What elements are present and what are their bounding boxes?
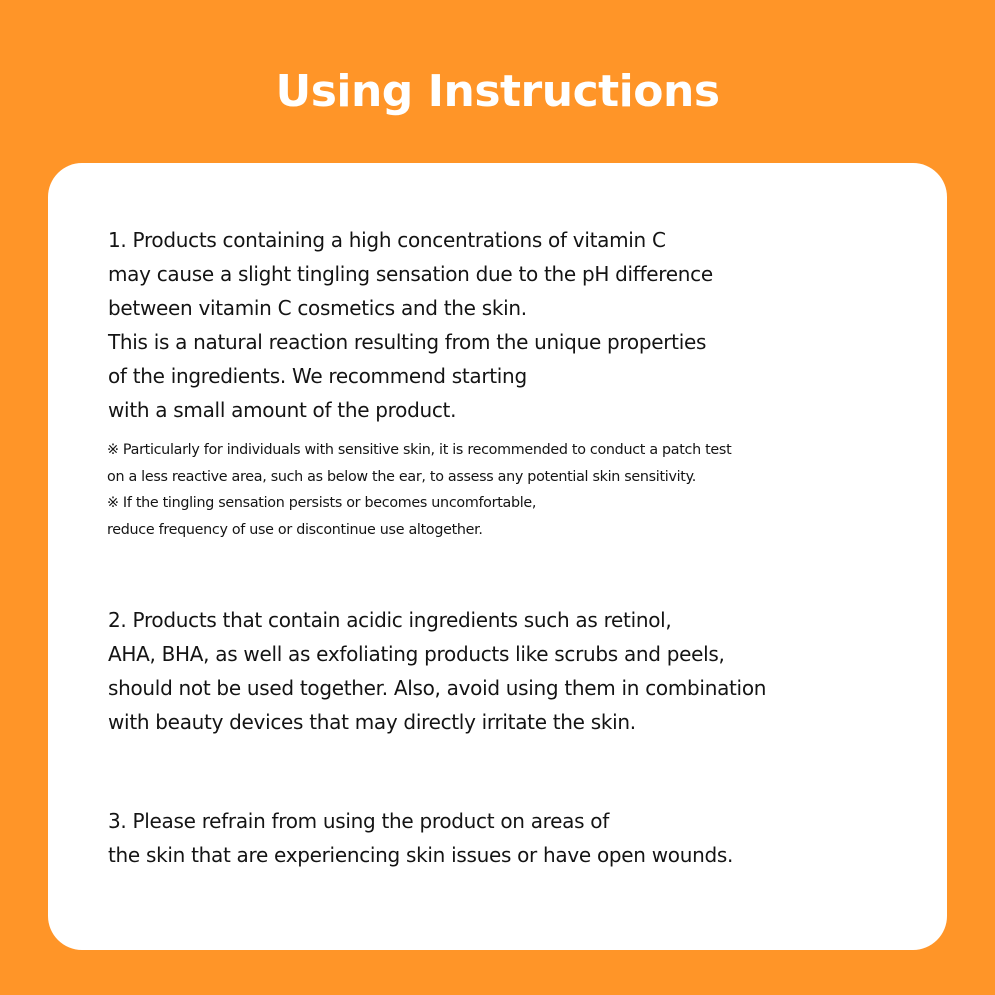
instruction-3-line: the skin that are experiencing skin issues or have open wounds. xyxy=(108,843,734,867)
note-line: reduce frequency of use or discontinue use altogether. xyxy=(107,521,483,538)
instruction-1-line: between vitamin C cosmetics and the skin. xyxy=(108,296,527,320)
instruction-2-line: should not be used together. Also, avoid using them in combination xyxy=(108,676,767,700)
instruction-3-line: 3. Please refrain from using the product on areas of xyxy=(108,809,609,833)
note-line: on a less reactive area, such as below the ear, to assess any potential skin sensitivity. xyxy=(107,468,696,485)
note-line: ※ If the tingling sensation persists or becomes uncomfortable, xyxy=(107,495,537,511)
instruction-item-3 xyxy=(108,804,733,872)
instruction-1-notes xyxy=(107,437,731,543)
instruction-1-line: of the ingredients. We recommend starting xyxy=(108,364,527,388)
instruction-item-2 xyxy=(108,603,766,739)
instruction-2-line: with beauty devices that may directly irritate the skin. xyxy=(108,710,636,734)
instruction-1-line: may cause a slight tingling sensation due to the pH difference xyxy=(108,262,713,286)
instruction-2-line: 2. Products that contain acidic ingredients such as retinol, xyxy=(108,608,672,632)
note-line: ※ Particularly for individuals with sensitive skin, it is recommended to conduct a patch test xyxy=(107,442,732,458)
instruction-1-line: with a small amount of the product. xyxy=(108,398,457,422)
instruction-1-line: 1. Products containing a high concentrations of vitamin C xyxy=(108,228,666,252)
instruction-2-line: AHA, BHA, as well as exfoliating products like scrubs and peels, xyxy=(108,642,725,666)
instructions-card xyxy=(48,163,947,950)
instruction-1-line: This is a natural reaction resulting from the unique properties xyxy=(108,330,707,354)
page-title: Using Instructions xyxy=(275,66,720,117)
instruction-item-1 xyxy=(108,223,713,427)
